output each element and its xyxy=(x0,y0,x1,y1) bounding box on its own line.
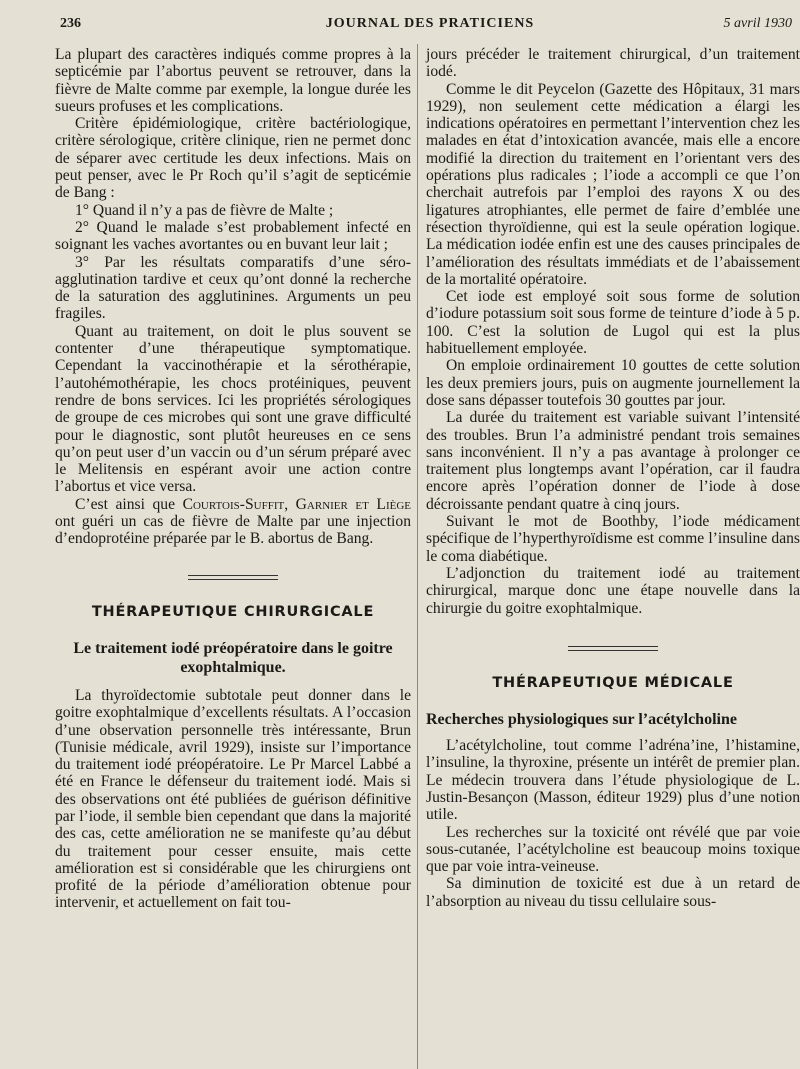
text-run: C’est ainsi que xyxy=(75,495,183,513)
author-names: Courtois-Suffit, Garnier et Liège xyxy=(182,495,411,513)
section-heading: THÉRAPEUTIQUE CHIRURGICALE xyxy=(91,603,375,620)
paragraph: Comme le dit Peycelon (Gazette des Hôpitaux, 31 mars 1929), non seulement cette médication a élargi les indications opératoires en permettant l’intervention chez les malades en état d’intoxication avancée, mais elle a encore modifié la direction du traitement en l’orientant vers des opérations plus radicales ; l’iode a accompli ce que l’on cherchait autrefois par l’emploi des rayons X ou des ligatures atrophiantes, elle permet de faire d’emblée une résection thyroïdienne, qui est la seule opération logique. La médication iodée enfin est une des causes principales de l’amélioration des résultats immédiats et de l’abaissement de la mortalité opératoire. xyxy=(426,80,800,288)
paragraph: Les recherches sur la toxicité ont révélé que par voie sous-cutanée, l’acétylcholine est beaucoup moins toxique que par voie intra-veineuse. xyxy=(426,823,800,876)
paragraph: L’acétylcholine, tout comme l’adréna’ine, l’histamine, l’insuline, la thyroxine, présente un intérêt de premier plan. Le médecin trouvera dans l’étude physiologique de L. Justin-Besançon (Masson, éditeur 1929) plus d’une notion utile. xyxy=(426,737,800,824)
paragraph xyxy=(55,496,411,548)
article-title: Le traitement iodé préopératoire dans le goitre exophtalmique. xyxy=(73,639,393,676)
paragraph: La thyroïdectomie subtotale peut donner dans le goitre exophtalmique d’excellents résultats. A l’occasion d’une observation personnelle très intéressante, Brun (Tunisie médicale, avril 1929), insiste sur l’importance du traitement iodé préopératoire. Le Pr Marcel Labbé a été en France le défenseur du traitement iodé. Mais si des observations ont été publiées de guérison définitive par l’iode, il semble bien cependant que dans la majorité des cas, cette amélioration ne se manifeste qu’au début du traitement pour cesser ensuite, mais cette amélioration est si considérable que les chirurgiens ont profité de la période d’amélioration obtenue pour intervenir, et actuellement on fait tou- xyxy=(55,686,411,912)
double-rule-separator xyxy=(426,637,800,661)
page-number: 236 xyxy=(60,16,81,31)
paragraph: La plupart des caractères indiqués comme propres à la septicémie par l’abortus peuvent se retrouver, dans la fièvre de Malte comme par exemple, la longue durée les sueurs profuses et les complications. xyxy=(55,46,411,115)
paragraph: Sa diminution de toxicité est due à un retard de l’absorption au niveau du tissu cellulaire sous- xyxy=(426,875,800,910)
text-run: ont guéri un cas de fièvre de Malte par une injection d’endoprotéine préparée par le B. abortus de Bang. xyxy=(55,513,411,548)
paragraph: La durée du traitement est variable suivant l’intensité des troubles. Brun l’a administré pendant trois semaines sans inconvénient. Il n’y a pas avantage à prolonger ce traitement plus longtemps avant l’opération, car il faudra encore après l’opération donner de l’iode à dose décroissante pendant quatre à cinq jours. xyxy=(426,409,800,513)
issue-date: 5 avril 1930 xyxy=(723,16,792,31)
paragraph: Suivant le mot de Boothby, l’iode médicament spécifique de l’hyperthyroïdisme est comme l’insuline dans le coma diabétique. xyxy=(426,513,800,565)
right-column xyxy=(426,46,800,910)
running-header xyxy=(60,12,800,36)
paragraph: On emploie ordinairement 10 gouttes de cette solution les deux premiers jours, puis on augmente journellement la dose sans dépasser toutefois 30 gouttes par jour. xyxy=(426,357,800,409)
list-item: 3° Par les résultats comparatifs d’une séro-agglutination tardive et ceux qu’ont donné la recherche de la saturation des agglutinines. Arguments un peu fragiles. xyxy=(55,253,411,323)
section-heading: THÉRAPEUTIQUE MÉDICALE xyxy=(492,674,734,691)
paragraph: Cet iode est employé soit sous forme de solution d’iodure potassium soit sous forme de teinture d’iode à 5 p. 100. C’est la solution de Lugol qui est la plus habituellement employée. xyxy=(426,288,800,358)
paragraph: Quant au traitement, on doit le plus souvent se contenter d’une thérapeutique symptomatique. Cependant la vaccinothérapie et la sérothérapie, l’autohémothérapie, les chocs protéiniques, peuvent rendre de bons services. Ici les propriétés sérologiques de groupe de ces microbes qui sont une grave difficulté pour le diagnostic, sont plutôt heureuses en ce sens qu’on peut user d’un vaccin ou d’un sérum préparé avec le Melitensis en espérant avoir une action contre l’abortus et vice versa. xyxy=(55,322,411,496)
column-divider xyxy=(417,44,418,1069)
double-rule-separator xyxy=(55,566,411,590)
article-title: Recherches physiologiques sur l’acétylcholine xyxy=(426,711,737,729)
journal-title: JOURNAL DES PRATICIENS xyxy=(325,16,535,31)
paragraph: Critère épidémiologique, critère bactériologique, critère sérologique, critère clinique, rien ne permet donc de séparer avec certitude les deux infections. Mais on peut penser, avec le Pr Roch qu’il s’agit de septicémie de Bang : xyxy=(55,115,411,202)
paragraph: jours précéder le traitement chirurgical, d’un traitement iodé. xyxy=(426,46,800,81)
left-column xyxy=(55,46,411,912)
list-item: 2° Quand le malade s’est probablement infecté en soignant les vaches avortantes ou en buvant leur lait ; xyxy=(55,218,411,254)
paragraph: L’adjonction du traitement iodé au traitement chirurgical, marque donc une étape nouvelle dans la chirurgie du goitre exophtalmique. xyxy=(426,564,800,617)
list-item: 1° Quand il n’y a pas de fièvre de Malte ; xyxy=(75,201,334,219)
